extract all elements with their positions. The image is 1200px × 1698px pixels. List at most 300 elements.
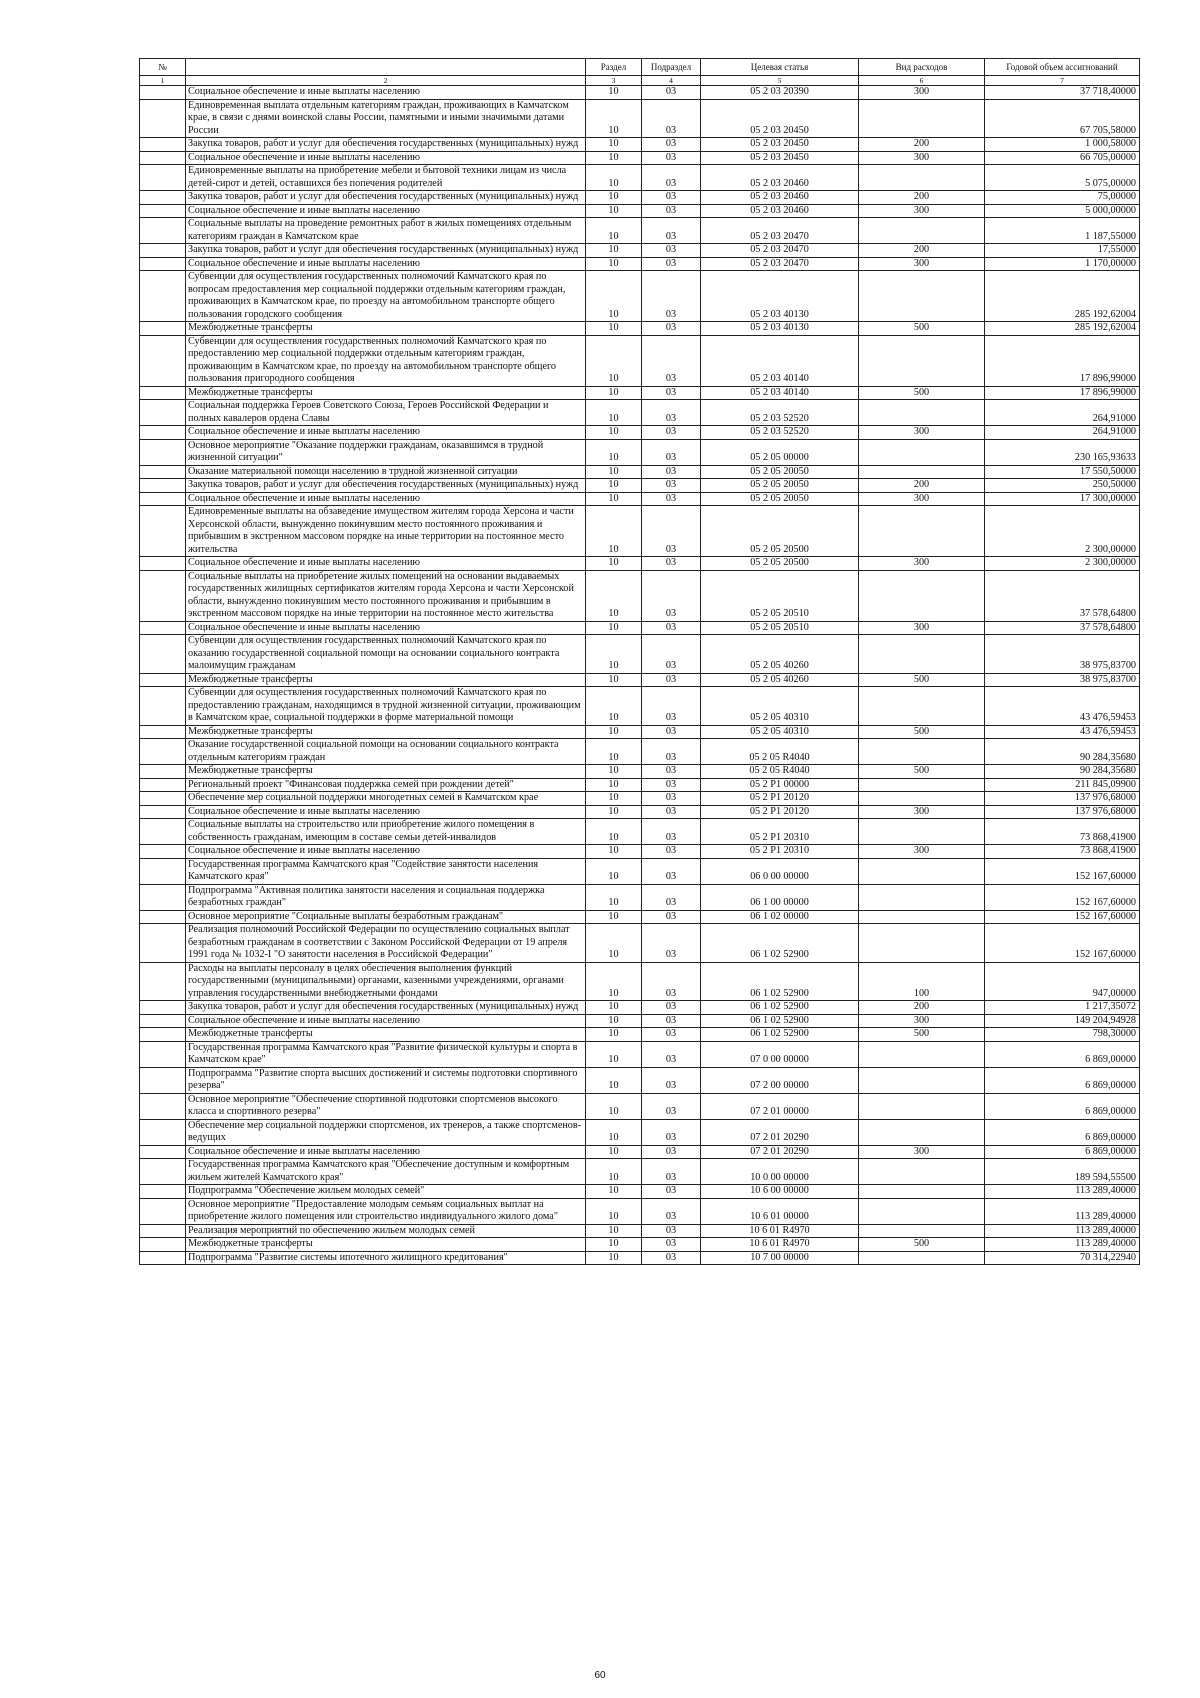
row-section: 10 <box>586 465 642 479</box>
table-row <box>140 151 1140 165</box>
header-number-4: 4 <box>642 76 701 86</box>
row-name: Социальные выплаты на проведение ремонтных работ в жилых помещениях отдельным категориям граждан в Камчатском крае <box>186 218 586 244</box>
table-row <box>140 165 1140 191</box>
row-section: 10 <box>586 218 642 244</box>
header-subsection: Подраздел <box>642 59 701 76</box>
row-name: Социальное обеспечение и иные выплаты населению <box>186 426 586 440</box>
row-expense <box>859 778 985 792</box>
row-expense <box>859 570 985 621</box>
header-amount: Годовой объем ассигнований <box>985 59 1140 76</box>
row-expense: 200 <box>859 479 985 493</box>
row-subsection: 03 <box>642 99 701 138</box>
row-subsection: 03 <box>642 924 701 963</box>
table-row <box>140 439 1140 465</box>
row-target: 05 2 03 20470 <box>701 218 859 244</box>
row-section: 10 <box>586 479 642 493</box>
row-section: 10 <box>586 621 642 635</box>
table-row <box>140 910 1140 924</box>
row-amount: 113 289,40000 <box>985 1224 1140 1238</box>
row-subsection: 03 <box>642 1159 701 1185</box>
row-number <box>140 86 186 100</box>
row-amount: 17,55000 <box>985 244 1140 258</box>
row-section: 10 <box>586 138 642 152</box>
table-row <box>140 271 1140 322</box>
row-section: 10 <box>586 204 642 218</box>
row-name: Подпрограмма "Обеспечение жильем молодых семей" <box>186 1185 586 1199</box>
row-amount: 75,00000 <box>985 191 1140 205</box>
row-expense <box>859 465 985 479</box>
table-row <box>140 1014 1140 1028</box>
row-target: 06 1 02 52900 <box>701 1028 859 1042</box>
row-subsection: 03 <box>642 1251 701 1265</box>
row-number <box>140 1238 186 1252</box>
row-number <box>140 218 186 244</box>
row-number <box>140 1119 186 1145</box>
row-section: 10 <box>586 400 642 426</box>
table-row <box>140 570 1140 621</box>
row-amount: 38 975,83700 <box>985 673 1140 687</box>
row-target: 06 1 02 52900 <box>701 962 859 1001</box>
row-name: Закупка товаров, работ и услуг для обеспечения государственных (муниципальных) нужд <box>186 1001 586 1015</box>
row-expense <box>859 687 985 726</box>
row-subsection: 03 <box>642 1224 701 1238</box>
row-subsection: 03 <box>642 910 701 924</box>
row-subsection: 03 <box>642 1028 701 1042</box>
row-amount: 230 165,93633 <box>985 439 1140 465</box>
row-number <box>140 271 186 322</box>
row-subsection: 03 <box>642 557 701 571</box>
row-amount: 37 718,40000 <box>985 86 1140 100</box>
table-row <box>140 739 1140 765</box>
row-target: 05 2 05 R4040 <box>701 765 859 779</box>
row-section: 10 <box>586 1028 642 1042</box>
row-section: 10 <box>586 151 642 165</box>
row-name: Оказание материальной помощи населению в трудной жизненной ситуации <box>186 465 586 479</box>
row-expense: 500 <box>859 1028 985 1042</box>
row-name: Закупка товаров, работ и услуг для обеспечения государственных (муниципальных) нужд <box>186 138 586 152</box>
row-name: Социальное обеспечение и иные выплаты населению <box>186 204 586 218</box>
row-expense <box>859 218 985 244</box>
row-expense <box>859 819 985 845</box>
row-expense <box>859 924 985 963</box>
row-number <box>140 1185 186 1199</box>
row-number <box>140 1198 186 1224</box>
row-name: Межбюджетные трансферты <box>186 386 586 400</box>
header-target: Целевая статья <box>701 59 859 76</box>
row-name: Основное мероприятие "Обеспечение спортивной подготовки спортсменов высокого класса и спортивного резерва" <box>186 1093 586 1119</box>
row-target: 05 2 03 20470 <box>701 244 859 258</box>
row-name: Социальное обеспечение и иные выплаты населению <box>186 805 586 819</box>
row-number <box>140 335 186 386</box>
row-number <box>140 792 186 806</box>
row-name: Субвенции для осуществления государственных полномочий Камчатского края по оказанию государственной социальной помощи на основании социального контракта малоимущим гражданам <box>186 635 586 674</box>
row-expense: 300 <box>859 151 985 165</box>
row-target: 05 2 03 20460 <box>701 204 859 218</box>
table-row <box>140 506 1140 557</box>
row-subsection: 03 <box>642 479 701 493</box>
row-number <box>140 426 186 440</box>
row-expense: 300 <box>859 557 985 571</box>
row-target: 05 2 05 40310 <box>701 687 859 726</box>
row-name: Социальное обеспечение и иные выплаты населению <box>186 492 586 506</box>
table-row <box>140 335 1140 386</box>
row-amount: 17 300,00000 <box>985 492 1140 506</box>
row-target: 05 2 P1 20310 <box>701 819 859 845</box>
row-target: 07 0 00 00000 <box>701 1041 859 1067</box>
row-target: 05 2 05 20500 <box>701 557 859 571</box>
row-name: Государственная программа Камчатского края "Содействие занятости населения Камчатского края" <box>186 858 586 884</box>
row-target: 05 2 03 40140 <box>701 335 859 386</box>
row-amount: 43 476,59453 <box>985 687 1140 726</box>
row-target: 07 2 01 20290 <box>701 1119 859 1145</box>
row-target: 05 2 05 00000 <box>701 439 859 465</box>
row-target: 05 2 05 20050 <box>701 479 859 493</box>
row-amount: 73 868,41900 <box>985 819 1140 845</box>
row-subsection: 03 <box>642 386 701 400</box>
row-expense <box>859 165 985 191</box>
row-subsection: 03 <box>642 1185 701 1199</box>
table-row <box>140 858 1140 884</box>
row-number <box>140 1251 186 1265</box>
row-amount: 113 289,40000 <box>985 1198 1140 1224</box>
row-name: Социальное обеспечение и иные выплаты населению <box>186 1014 586 1028</box>
row-subsection: 03 <box>642 1145 701 1159</box>
row-number <box>140 924 186 963</box>
header-section: Раздел <box>586 59 642 76</box>
row-target: 05 2 05 40260 <box>701 635 859 674</box>
table-row <box>140 687 1140 726</box>
row-amount: 5 000,00000 <box>985 204 1140 218</box>
row-name: Оказание государственной социальной помощи на основании социального контракта отдельным категориям граждан <box>186 739 586 765</box>
table-row <box>140 400 1140 426</box>
table-header <box>140 59 1140 86</box>
table-row <box>140 557 1140 571</box>
row-number <box>140 165 186 191</box>
row-target: 06 1 02 52900 <box>701 1014 859 1028</box>
row-name: Субвенции для осуществления государственных полномочий Камчатского края по предоставлению гражданам, находящимся в трудной жизненной ситуации, проживающим в Камчатском крае, социальной поддержки в форме материальной помощи <box>186 687 586 726</box>
row-expense <box>859 1185 985 1199</box>
row-amount: 1 170,00000 <box>985 257 1140 271</box>
row-number <box>140 1014 186 1028</box>
row-amount: 90 284,35680 <box>985 739 1140 765</box>
table-row <box>140 765 1140 779</box>
table-row <box>140 1198 1140 1224</box>
row-expense <box>859 1119 985 1145</box>
table-row <box>140 1041 1140 1067</box>
row-number <box>140 687 186 726</box>
row-section: 10 <box>586 570 642 621</box>
row-target: 05 2 03 52520 <box>701 400 859 426</box>
row-number <box>140 1001 186 1015</box>
row-target: 05 2 03 40130 <box>701 322 859 336</box>
row-name: Расходы на выплаты персоналу в целях обеспечения выполнения функций государственными (муниципальными) органами, казенными учреждениями, органами управления государственными внебюджетными фондами <box>186 962 586 1001</box>
row-subsection: 03 <box>642 673 701 687</box>
row-expense: 300 <box>859 845 985 859</box>
row-name: Межбюджетные трансферты <box>186 725 586 739</box>
table-row <box>140 792 1140 806</box>
row-subsection: 03 <box>642 570 701 621</box>
row-section: 10 <box>586 492 642 506</box>
row-name: Субвенции для осуществления государственных полномочий Камчатского края по предоставлению мер социальной поддержки отдельным категориям граждан, проживающим в Камчатском крае, по проезду на автомобильном транспорте общего пользования пригородного сообщения <box>186 335 586 386</box>
row-section: 10 <box>586 819 642 845</box>
row-target: 05 2 P1 20120 <box>701 792 859 806</box>
row-target: 05 2 05 40260 <box>701 673 859 687</box>
table-row <box>140 86 1140 100</box>
row-name: Основное мероприятие "Социальные выплаты безработным гражданам" <box>186 910 586 924</box>
row-expense: 300 <box>859 621 985 635</box>
row-target: 05 2 03 20470 <box>701 257 859 271</box>
table-row <box>140 479 1140 493</box>
row-subsection: 03 <box>642 1014 701 1028</box>
row-section: 10 <box>586 858 642 884</box>
row-section: 10 <box>586 257 642 271</box>
row-subsection: 03 <box>642 1119 701 1145</box>
row-amount: 137 976,68000 <box>985 792 1140 806</box>
row-amount: 285 192,62004 <box>985 271 1140 322</box>
row-number <box>140 492 186 506</box>
row-name: Социальное обеспечение и иные выплаты населению <box>186 845 586 859</box>
row-number <box>140 1145 186 1159</box>
row-amount: 6 869,00000 <box>985 1093 1140 1119</box>
row-amount: 17 896,99000 <box>985 386 1140 400</box>
row-section: 10 <box>586 725 642 739</box>
row-number <box>140 400 186 426</box>
row-subsection: 03 <box>642 962 701 1001</box>
row-expense <box>859 335 985 386</box>
row-name: Закупка товаров, работ и услуг для обеспечения государственных (муниципальных) нужд <box>186 479 586 493</box>
table-body <box>140 86 1140 1265</box>
row-section: 10 <box>586 635 642 674</box>
row-section: 10 <box>586 165 642 191</box>
row-number <box>140 1041 186 1067</box>
row-target: 05 2 03 20450 <box>701 151 859 165</box>
row-subsection: 03 <box>642 858 701 884</box>
table-row <box>140 1224 1140 1238</box>
row-number <box>140 557 186 571</box>
row-section: 10 <box>586 1119 642 1145</box>
row-target: 05 2 05 R4040 <box>701 739 859 765</box>
table-row <box>140 1093 1140 1119</box>
row-section: 10 <box>586 1001 642 1015</box>
row-target: 05 2 03 40130 <box>701 271 859 322</box>
row-section: 10 <box>586 845 642 859</box>
row-amount: 947,00000 <box>985 962 1140 1001</box>
table-row <box>140 845 1140 859</box>
row-number <box>140 1028 186 1042</box>
row-section: 10 <box>586 1159 642 1185</box>
row-target: 05 2 03 52520 <box>701 426 859 440</box>
row-target: 05 2 P1 20310 <box>701 845 859 859</box>
row-subsection: 03 <box>642 400 701 426</box>
row-name: Обеспечение мер социальной поддержки многодетных семей в Камчатском крае <box>186 792 586 806</box>
row-subsection: 03 <box>642 335 701 386</box>
row-number <box>140 1159 186 1185</box>
row-number <box>140 621 186 635</box>
row-subsection: 03 <box>642 1238 701 1252</box>
row-name: Основное мероприятие "Оказание поддержки гражданам, оказавшимся в трудной жизненной ситуации" <box>186 439 586 465</box>
row-target: 05 2 05 20050 <box>701 465 859 479</box>
row-section: 10 <box>586 792 642 806</box>
header-number-7: 7 <box>985 76 1140 86</box>
row-name: Закупка товаров, работ и услуг для обеспечения государственных (муниципальных) нужд <box>186 191 586 205</box>
row-amount: 152 167,60000 <box>985 924 1140 963</box>
table-row <box>140 725 1140 739</box>
row-subsection: 03 <box>642 1001 701 1015</box>
row-amount: 152 167,60000 <box>985 884 1140 910</box>
row-number <box>140 386 186 400</box>
row-name: Государственная программа Камчатского края "Обеспечение доступным и комфортным жильем жителей Камчатского края" <box>186 1159 586 1185</box>
row-subsection: 03 <box>642 765 701 779</box>
row-target: 06 1 02 52900 <box>701 924 859 963</box>
row-section: 10 <box>586 1238 642 1252</box>
row-target: 06 1 02 52900 <box>701 1001 859 1015</box>
row-section: 10 <box>586 687 642 726</box>
row-number <box>140 858 186 884</box>
header-number-5: 5 <box>701 76 859 86</box>
row-section: 10 <box>586 805 642 819</box>
row-number <box>140 845 186 859</box>
row-subsection: 03 <box>642 845 701 859</box>
row-subsection: 03 <box>642 805 701 819</box>
row-section: 10 <box>586 191 642 205</box>
row-section: 10 <box>586 962 642 1001</box>
row-name: Межбюджетные трансферты <box>186 765 586 779</box>
row-section: 10 <box>586 1041 642 1067</box>
row-name: Социальное обеспечение и иные выплаты населению <box>186 1145 586 1159</box>
table-row <box>140 673 1140 687</box>
row-subsection: 03 <box>642 1041 701 1067</box>
row-number <box>140 479 186 493</box>
row-number <box>140 1067 186 1093</box>
header-num: № <box>140 59 186 76</box>
row-expense <box>859 1159 985 1185</box>
table-row <box>140 257 1140 271</box>
table-row <box>140 1001 1140 1015</box>
row-expense: 300 <box>859 492 985 506</box>
row-subsection: 03 <box>642 257 701 271</box>
table-row <box>140 1067 1140 1093</box>
row-name: Субвенции для осуществления государственных полномочий Камчатского края по вопросам предоставления мер социальной поддержки отдельным категориям граждан, проживающих в Камчатском крае, по проезду на автомобильном транспорте общего пользования городского сообщения <box>186 271 586 322</box>
row-number <box>140 805 186 819</box>
row-expense <box>859 439 985 465</box>
row-amount: 149 204,94928 <box>985 1014 1140 1028</box>
row-number <box>140 765 186 779</box>
row-target: 05 2 03 20460 <box>701 191 859 205</box>
row-section: 10 <box>586 1093 642 1119</box>
row-number <box>140 257 186 271</box>
table-row <box>140 99 1140 138</box>
row-target: 06 1 00 00000 <box>701 884 859 910</box>
budget-sheet <box>139 58 1139 1265</box>
row-name: Обеспечение мер социальной поддержки спортсменов, их тренеров, а также спортсменов-ведущих <box>186 1119 586 1145</box>
row-expense <box>859 1041 985 1067</box>
row-name: Закупка товаров, работ и услуг для обеспечения государственных (муниципальных) нужд <box>186 244 586 258</box>
row-number <box>140 778 186 792</box>
row-section: 10 <box>586 244 642 258</box>
row-expense <box>859 884 985 910</box>
table-row <box>140 322 1140 336</box>
row-section: 10 <box>586 439 642 465</box>
row-name: Социальное обеспечение и иные выплаты населению <box>186 257 586 271</box>
row-amount: 6 869,00000 <box>985 1119 1140 1145</box>
row-amount: 1 217,35072 <box>985 1001 1140 1015</box>
row-name: Единовременная выплата отдельным категориям граждан, проживающих в Камчатском крае, в связи с днями воинской славы России, памятными и иными значимыми датами России <box>186 99 586 138</box>
row-number <box>140 884 186 910</box>
row-name: Межбюджетные трансферты <box>186 1238 586 1252</box>
row-number <box>140 1224 186 1238</box>
row-expense <box>859 1251 985 1265</box>
row-subsection: 03 <box>642 492 701 506</box>
row-number <box>140 204 186 218</box>
row-name: Реализация полномочий Российской Федерации по осуществлению социальных выплат безработным гражданам в соответствии с Законом Российской Федерации от 19 апреля 1991 года № 1032-I "О занятости населения в Российской Федерации" <box>186 924 586 963</box>
row-number <box>140 506 186 557</box>
row-amount: 70 314,22940 <box>985 1251 1140 1265</box>
row-amount: 90 284,35680 <box>985 765 1140 779</box>
row-amount: 38 975,83700 <box>985 635 1140 674</box>
table-row <box>140 492 1140 506</box>
row-number <box>140 910 186 924</box>
table-row <box>140 635 1140 674</box>
row-name: Межбюджетные трансферты <box>186 1028 586 1042</box>
row-section: 10 <box>586 884 642 910</box>
row-name: Подпрограмма "Развитие спорта высших достижений и системы подготовки спортивного резерва" <box>186 1067 586 1093</box>
row-number <box>140 151 186 165</box>
row-target: 05 2 05 40310 <box>701 725 859 739</box>
row-amount: 6 869,00000 <box>985 1145 1140 1159</box>
row-expense: 500 <box>859 322 985 336</box>
row-subsection: 03 <box>642 138 701 152</box>
table-row <box>140 426 1140 440</box>
page-number: 60 <box>594 1670 606 1681</box>
row-expense <box>859 858 985 884</box>
row-expense <box>859 1198 985 1224</box>
row-number <box>140 99 186 138</box>
row-expense: 200 <box>859 244 985 258</box>
row-subsection: 03 <box>642 884 701 910</box>
row-subsection: 03 <box>642 739 701 765</box>
row-section: 10 <box>586 335 642 386</box>
table-row <box>140 191 1140 205</box>
row-section: 10 <box>586 1185 642 1199</box>
table-row <box>140 819 1140 845</box>
header-number-3: 3 <box>586 76 642 86</box>
header-expense: Вид расходов <box>859 59 985 76</box>
row-subsection: 03 <box>642 506 701 557</box>
row-target: 10 6 01 R4970 <box>701 1238 859 1252</box>
table-row <box>140 465 1140 479</box>
row-subsection: 03 <box>642 218 701 244</box>
table-row <box>140 1028 1140 1042</box>
row-amount: 189 594,55500 <box>985 1159 1140 1185</box>
row-amount: 43 476,59453 <box>985 725 1140 739</box>
row-expense: 500 <box>859 386 985 400</box>
row-subsection: 03 <box>642 191 701 205</box>
row-amount: 67 705,58000 <box>985 99 1140 138</box>
table-row <box>140 1145 1140 1159</box>
row-section: 10 <box>586 386 642 400</box>
row-subsection: 03 <box>642 271 701 322</box>
row-section: 10 <box>586 506 642 557</box>
row-number <box>140 138 186 152</box>
table-row <box>140 962 1140 1001</box>
row-section: 10 <box>586 924 642 963</box>
row-name: Социальная поддержка Героев Советского Союза, Героев Российской Федерации и полных кавалеров ордена Славы <box>186 400 586 426</box>
row-amount: 152 167,60000 <box>985 858 1140 884</box>
row-name: Социальное обеспечение и иные выплаты населению <box>186 621 586 635</box>
row-subsection: 03 <box>642 1093 701 1119</box>
row-subsection: 03 <box>642 244 701 258</box>
row-number <box>140 570 186 621</box>
